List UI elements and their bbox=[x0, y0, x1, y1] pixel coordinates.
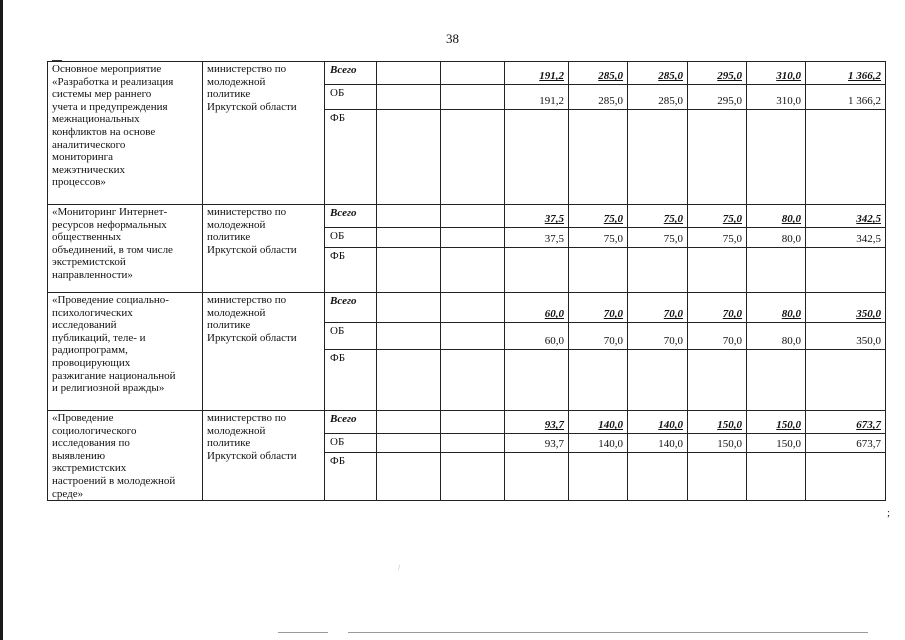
amount-cell bbox=[747, 350, 806, 411]
amount-cell: 295,0 bbox=[688, 85, 747, 110]
table-body bbox=[48, 62, 886, 501]
amount-cell: 285,0 bbox=[569, 62, 628, 85]
amount-cell bbox=[747, 453, 806, 501]
amount-cell: 350,0 bbox=[806, 293, 886, 323]
amount-cell: 80,0 bbox=[747, 228, 806, 248]
amount-cell: 37,5 bbox=[505, 228, 569, 248]
amount-cell: 150,0 bbox=[688, 434, 747, 453]
funding-source: ОБ bbox=[325, 323, 377, 350]
amount-cell bbox=[377, 411, 441, 434]
amount-cell: 310,0 bbox=[747, 85, 806, 110]
amount-cell bbox=[688, 453, 747, 501]
amount-cell: 80,0 bbox=[747, 293, 806, 323]
amount-cell bbox=[377, 228, 441, 248]
amount-cell bbox=[747, 110, 806, 205]
amount-cell bbox=[377, 205, 441, 228]
amount-cell bbox=[441, 205, 505, 228]
amount-cell bbox=[628, 453, 688, 501]
funding-source: Всего bbox=[325, 411, 377, 434]
amount-cell bbox=[569, 350, 628, 411]
amount-cell bbox=[377, 350, 441, 411]
amount-cell bbox=[806, 110, 886, 205]
amount-cell: 285,0 bbox=[569, 85, 628, 110]
amount-cell: 295,0 bbox=[688, 62, 747, 85]
amount-cell bbox=[377, 453, 441, 501]
amount-cell bbox=[377, 323, 441, 350]
funding-source: Всего bbox=[325, 293, 377, 323]
amount-cell bbox=[441, 248, 505, 293]
amount-cell: 342,5 bbox=[806, 228, 886, 248]
amount-cell bbox=[377, 248, 441, 293]
amount-cell bbox=[806, 248, 886, 293]
funding-source: ОБ bbox=[325, 228, 377, 248]
left-scan-edge bbox=[0, 0, 3, 640]
amount-cell bbox=[377, 85, 441, 110]
scan-speck: / bbox=[398, 563, 401, 572]
amount-cell: 140,0 bbox=[569, 411, 628, 434]
amount-cell bbox=[628, 110, 688, 205]
amount-cell bbox=[377, 62, 441, 85]
measure-description: «Проведение социологического исследования по выявлению экстремистских настроений в молодежной среде» bbox=[48, 411, 203, 501]
amount-cell bbox=[505, 453, 569, 501]
responsible-organization: министерство по молодежной политике Иркутской области bbox=[203, 205, 325, 293]
amount-cell bbox=[441, 323, 505, 350]
amount-cell bbox=[747, 248, 806, 293]
funding-source: ФБ bbox=[325, 248, 377, 293]
amount-cell bbox=[441, 228, 505, 248]
funding-source: ФБ bbox=[325, 453, 377, 501]
amount-cell: 75,0 bbox=[569, 205, 628, 228]
amount-cell: 37,5 bbox=[505, 205, 569, 228]
amount-cell bbox=[377, 293, 441, 323]
amount-cell bbox=[441, 110, 505, 205]
amount-cell: 75,0 bbox=[628, 205, 688, 228]
amount-cell bbox=[569, 453, 628, 501]
amount-cell: 673,7 bbox=[806, 411, 886, 434]
amount-cell: 75,0 bbox=[569, 228, 628, 248]
table-row bbox=[48, 293, 886, 323]
amount-cell: 350,0 bbox=[806, 323, 886, 350]
amount-cell bbox=[441, 411, 505, 434]
bottom-scan-line bbox=[278, 632, 328, 633]
amount-cell bbox=[377, 110, 441, 205]
amount-cell bbox=[628, 248, 688, 293]
funding-source: ОБ bbox=[325, 434, 377, 453]
amount-cell: 93,7 bbox=[505, 411, 569, 434]
amount-cell bbox=[377, 434, 441, 453]
measure-description: «Мониторинг Интернет- ресурсов неформальных общественных объединений, в том числе экстремистской направленности» bbox=[48, 205, 203, 293]
funding-source: Всего bbox=[325, 205, 377, 228]
responsible-organization: министерство по молодежной политике Иркутской области bbox=[203, 411, 325, 501]
measure-description: «Проведение социально- психологических исследований публикаций, теле- и радиопрограмм, провоцирующих разжигание национальной и религиозной вражды» bbox=[48, 293, 203, 411]
amount-cell: 1 366,2 bbox=[806, 85, 886, 110]
amount-cell bbox=[628, 350, 688, 411]
responsible-organization: министерство по молодежной политике Иркутской области bbox=[203, 62, 325, 205]
amount-cell: 75,0 bbox=[688, 205, 747, 228]
amount-cell bbox=[441, 293, 505, 323]
amount-cell: 70,0 bbox=[628, 323, 688, 350]
amount-cell bbox=[806, 453, 886, 501]
budget-table bbox=[47, 61, 886, 501]
amount-cell bbox=[505, 350, 569, 411]
amount-cell: 70,0 bbox=[569, 293, 628, 323]
amount-cell: 191,2 bbox=[505, 62, 569, 85]
amount-cell: 70,0 bbox=[628, 293, 688, 323]
amount-cell: 150,0 bbox=[747, 411, 806, 434]
amount-cell: 140,0 bbox=[569, 434, 628, 453]
funding-source: ФБ bbox=[325, 350, 377, 411]
responsible-organization: министерство по молодежной политике Иркутской области bbox=[203, 293, 325, 411]
amount-cell bbox=[441, 62, 505, 85]
amount-cell: 75,0 bbox=[688, 228, 747, 248]
amount-cell: 342,5 bbox=[806, 205, 886, 228]
amount-cell bbox=[505, 110, 569, 205]
funding-source: ФБ bbox=[325, 110, 377, 205]
page-number: 38 bbox=[446, 31, 459, 46]
trailing-semicolon: ; bbox=[887, 507, 891, 519]
amount-cell: 70,0 bbox=[688, 293, 747, 323]
amount-cell: 673,7 bbox=[806, 434, 886, 453]
amount-cell bbox=[569, 110, 628, 205]
amount-cell: 1 366,2 bbox=[806, 62, 886, 85]
amount-cell bbox=[441, 453, 505, 501]
amount-cell: 75,0 bbox=[628, 228, 688, 248]
amount-cell bbox=[806, 350, 886, 411]
amount-cell: 80,0 bbox=[747, 323, 806, 350]
amount-cell: 140,0 bbox=[628, 434, 688, 453]
bottom-scan-line bbox=[348, 632, 868, 633]
amount-cell: 140,0 bbox=[628, 411, 688, 434]
table-row bbox=[48, 411, 886, 434]
amount-cell: 285,0 bbox=[628, 62, 688, 85]
amount-cell bbox=[441, 350, 505, 411]
amount-cell: 285,0 bbox=[628, 85, 688, 110]
amount-cell bbox=[688, 248, 747, 293]
amount-cell: 191,2 bbox=[505, 85, 569, 110]
amount-cell: 150,0 bbox=[688, 411, 747, 434]
amount-cell: 150,0 bbox=[747, 434, 806, 453]
amount-cell bbox=[688, 350, 747, 411]
amount-cell bbox=[505, 248, 569, 293]
amount-cell: 60,0 bbox=[505, 323, 569, 350]
amount-cell: 60,0 bbox=[505, 293, 569, 323]
amount-cell: 80,0 bbox=[747, 205, 806, 228]
measure-description: Основное мероприятие «Разработка и реализация системы мер раннего учета и предупреждения межнациональных конфликтов на основе аналитического мониторинга межэтнических процессов» bbox=[48, 62, 203, 205]
table-row bbox=[48, 62, 886, 85]
table-row bbox=[48, 205, 886, 228]
funding-source: Всего bbox=[325, 62, 377, 85]
amount-cell: 93,7 bbox=[505, 434, 569, 453]
amount-cell: 70,0 bbox=[569, 323, 628, 350]
amount-cell bbox=[688, 110, 747, 205]
amount-cell bbox=[441, 434, 505, 453]
amount-cell: 70,0 bbox=[688, 323, 747, 350]
amount-cell bbox=[441, 85, 505, 110]
budget-table-container bbox=[47, 61, 885, 501]
amount-cell: 310,0 bbox=[747, 62, 806, 85]
funding-source: ОБ bbox=[325, 85, 377, 110]
amount-cell bbox=[569, 248, 628, 293]
